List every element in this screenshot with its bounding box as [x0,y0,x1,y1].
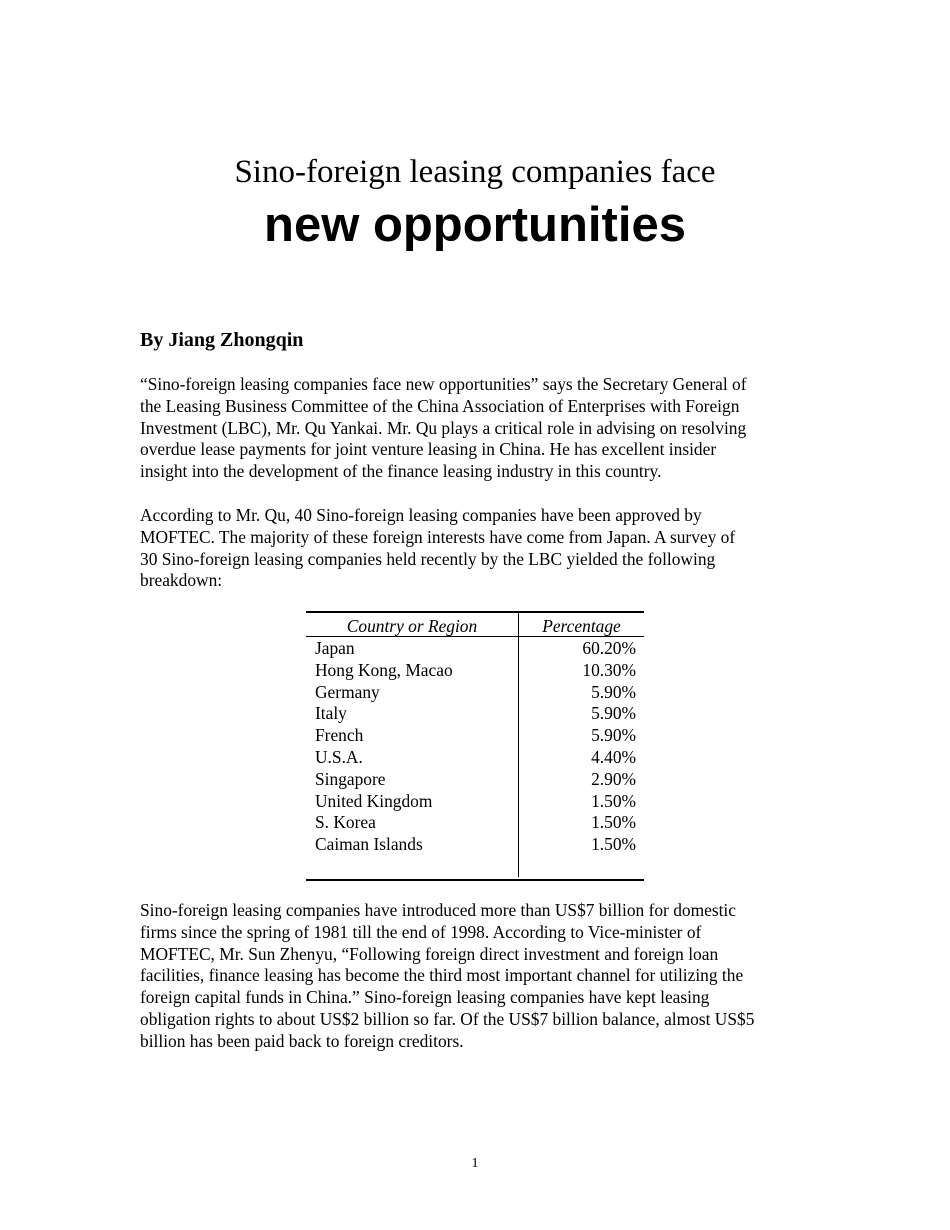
header-percentage: Percentage [542,616,621,636]
table-row [306,660,644,682]
cell-country: Italy [315,703,347,724]
cell-country: S. Korea [315,812,376,833]
cell-percentage: 10.30% [582,659,636,680]
paragraph-survey [140,505,830,592]
cell-percentage: 4.40% [591,746,636,767]
table-header [306,613,644,635]
paragraph-line: billion has been paid back to foreign creditors. [140,1030,464,1051]
paragraph-line: insight into the development of the finance leasing industry in this country. [140,461,662,482]
cell-country: Singapore [315,768,386,789]
table-row [306,791,644,813]
cell-country: French [315,725,364,746]
table-row [306,703,644,725]
cell-percentage: 1.50% [591,812,636,833]
table-row [306,769,644,791]
cell-percentage: 5.90% [591,681,636,702]
paragraph-line: According to Mr. Qu, 40 Sino-foreign leasing companies have been approved by [140,505,702,525]
cell-percentage: 1.50% [591,790,636,811]
paragraph-line: Sino-foreign leasing companies have introduced more than US$7 billion for domestic [140,900,736,920]
title-line-1: Sino-foreign leasing companies face [234,154,716,190]
paragraph-line: facilities, finance leasing has become the third most important channel for utilizing the [140,965,744,986]
paragraph-line: firms since the spring of 1981 till the end of 1998. According to Vice-minister of [140,921,702,942]
header-country: Country or Region [346,616,478,636]
cell-country: Japan [315,638,355,658]
paragraph-line: breakdown: [140,570,223,591]
country-breakdown-table [306,611,644,881]
cell-percentage: 2.90% [591,768,636,789]
paragraph-line: the Leasing Business Committee of the China Association of Enterprises with Foreign [140,395,740,416]
table-row [306,725,644,747]
page-number: 1 [471,1156,479,1171]
paragraph-line: overdue lease payments for joint venture leasing in China. He has excellent insider [140,439,717,460]
table-row [306,638,644,660]
table-row [306,682,644,704]
cell-percentage: 60.20% [582,638,636,658]
cell-country: Germany [315,681,380,702]
cell-percentage: 5.90% [591,703,636,724]
table-body [306,638,644,856]
title-line-2: new opportunities [264,198,686,252]
paragraph-line: MOFTEC, Mr. Sun Zhenyu, “Following foreign direct investment and foreign loan [140,943,719,964]
byline: By Jiang Zhongqin [140,329,304,351]
paragraph-line: 30 Sino-foreign leasing companies held recently by the LBC yielded the following [140,548,716,569]
paragraph-investment [140,900,830,1053]
cell-percentage: 5.90% [591,725,636,746]
header-rule [306,636,644,637]
paragraph-intro [140,374,830,483]
table-row [306,834,644,856]
table-row [306,747,644,769]
paragraph-line: “Sino-foreign leasing companies face new opportunities” says the Secretary General of [140,374,747,394]
cell-country: Caiman Islands [315,834,423,855]
cell-country: U.S.A. [315,746,363,767]
paragraph-line: obligation rights to about US$2 billion so far. Of the US$7 billion balance, almost US$5 [140,1008,755,1029]
paragraph-line: Investment (LBC), Mr. Qu Yankai. Mr. Qu plays a critical role in advising on resolving [140,417,747,438]
paragraph-line: MOFTEC. The majority of these foreign interests have come from Japan. A survey of [140,526,736,547]
table-row [306,812,644,834]
cell-country: Hong Kong, Macao [315,659,453,680]
cell-percentage: 1.50% [591,834,636,855]
paragraph-line: foreign capital funds in China.” Sino-foreign leasing companies have kept leasing [140,987,710,1008]
cell-country: United Kingdom [315,790,433,811]
